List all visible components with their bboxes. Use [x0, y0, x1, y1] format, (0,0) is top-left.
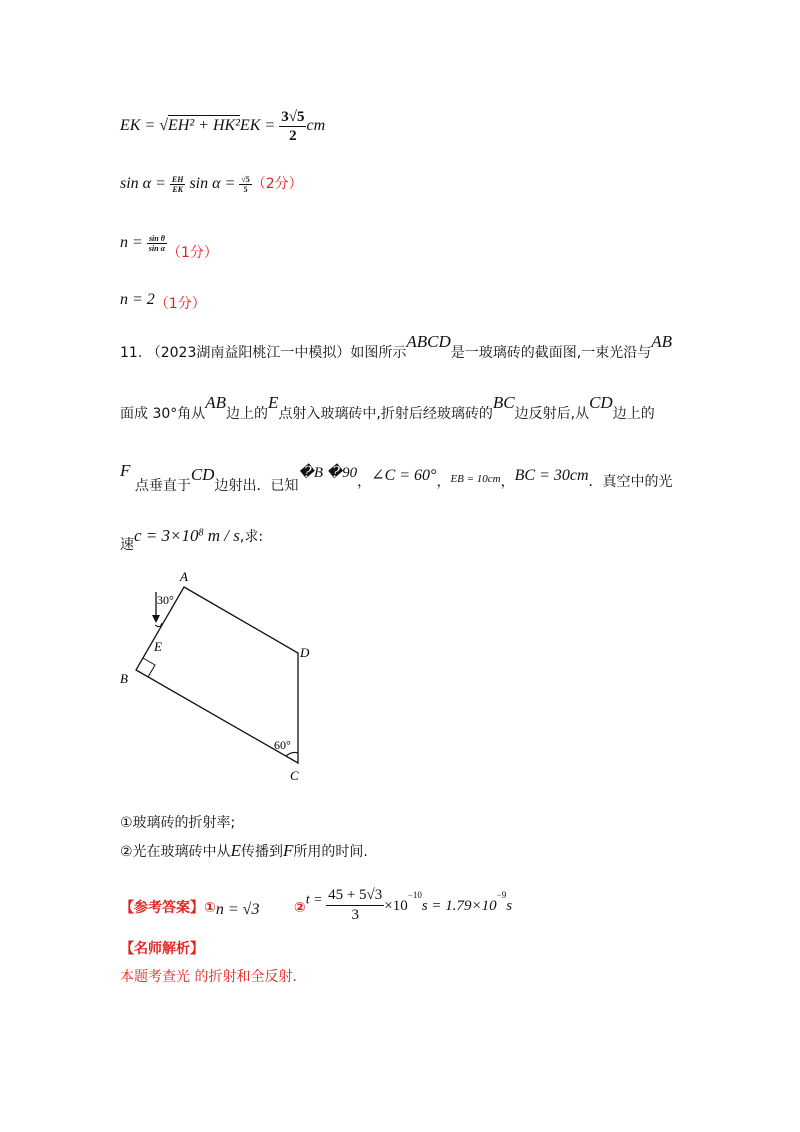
question-text-7: 点垂直于: [134, 478, 191, 494]
answer-t-fraction: [326, 886, 384, 925]
answer-t-tail-1: ×10: [384, 897, 408, 914]
ray-arrowhead: [152, 615, 160, 623]
comma-3: ，: [500, 474, 515, 490]
n-frac-den: sin α: [148, 243, 166, 253]
vertex-label-b: B: [120, 671, 128, 686]
answer-t-tail-3: s: [506, 897, 513, 914]
sin-mid: sin α =: [185, 175, 240, 192]
answer-label: 【参考答案】①: [120, 899, 216, 916]
n-score: （1分）: [167, 245, 218, 261]
question-text-6: 边上的: [612, 406, 655, 422]
sub-question-1: [120, 812, 235, 832]
sin-formula: [120, 173, 303, 194]
trapezoid-figure: [110, 565, 330, 790]
answer-t-exp-1: −10: [407, 889, 422, 900]
sin-frac: [170, 175, 186, 194]
n-left: n =: [120, 234, 147, 251]
question-line-4: [120, 526, 264, 553]
sub-question-2-f: F: [282, 841, 294, 860]
label-abcd: ABCD: [406, 332, 451, 351]
question-number: 11.: [120, 345, 143, 361]
n2-formula: [120, 289, 206, 312]
question-text-5: 边反射后,从: [514, 406, 590, 422]
answer-line: [120, 880, 513, 923]
answer-t-tail-2: s = 1.79×10: [421, 897, 497, 914]
answer-2-mark: ②: [293, 899, 306, 916]
sub-question-1-text: ①玻璃砖的折射率;: [120, 815, 236, 831]
sin-val-den: 5: [243, 184, 248, 194]
question-text-11: ,求:: [239, 529, 264, 545]
sin-val: [239, 175, 251, 194]
ek-formula: EK = √EH² + HK²EK = $\frac{3√5}{2}$ cm: [120, 109, 326, 144]
eb-length: EB = 10cm: [450, 473, 501, 485]
angle-label-30: 30°: [157, 593, 174, 607]
comma-1: ，: [357, 474, 372, 490]
ek-left: EK =: [120, 117, 160, 135]
label-ab-1: AB: [651, 332, 672, 351]
bc-length: BC = 30cm: [514, 467, 589, 484]
vertex-label-a: A: [180, 569, 188, 584]
sub-question-2: [120, 841, 368, 861]
sin-frac-den: EK: [172, 184, 183, 194]
angle-c: ∠C = 60°: [371, 467, 437, 484]
comma-2: ，: [436, 474, 451, 490]
angle-b-90: �B �90: [298, 465, 358, 481]
sin-left: sin α =: [120, 175, 170, 192]
answer-t-eq: t =: [305, 892, 327, 908]
n2-score: （1分）: [154, 296, 206, 312]
sin-frac-num: EH: [171, 174, 184, 184]
answer-1: n = √3: [215, 900, 260, 918]
speed-exp: 8: [198, 527, 204, 539]
analysis-label: 【名师解析】: [120, 941, 204, 957]
question-line-1: [120, 332, 672, 362]
question-text-9: ．真空中的光: [588, 474, 673, 490]
angle-label-60: 60°: [274, 738, 291, 752]
sub-question-2-c: 所用的时间.: [293, 844, 368, 860]
question-text-1: 是一玻璃砖的截面图,一束光沿与: [450, 345, 652, 361]
trapezoid-shape: [136, 587, 298, 763]
sin-val-num: √5: [241, 174, 250, 184]
sin-score: （2分）: [251, 176, 303, 192]
question-text-8: 边射出．已知: [214, 478, 299, 494]
question-line-2: [120, 393, 655, 423]
sub-question-2-b: 传播到: [240, 844, 283, 860]
question-text-3: 边上的: [226, 406, 269, 422]
question-source: （2023湖南益阳桃江一中模拟）如图所示: [146, 345, 407, 361]
ek-num: 3√5: [281, 109, 305, 125]
n-frac: [147, 234, 167, 253]
n-frac-num: sin θ: [147, 234, 167, 244]
label-ab-2: AB: [205, 393, 227, 412]
vertex-label-d: D: [300, 645, 310, 660]
sub-question-2-a: ②光在玻璃砖中从: [120, 844, 231, 860]
speed-c: c = 3×10: [134, 526, 199, 545]
angle-arc-c: [286, 752, 298, 756]
answer-t-den: 3: [351, 907, 359, 923]
ek-mid: EK =: [239, 117, 280, 135]
label-bc-1: BC: [492, 393, 515, 412]
question-text-2: 面成 30°角从: [120, 406, 206, 422]
ek-unit: cm: [306, 117, 326, 135]
question-text-4: 点射入玻璃砖中,折射后经玻璃砖的: [278, 406, 493, 422]
answer-t-exp-2: −9: [496, 889, 507, 900]
label-cd-1: CD: [589, 393, 613, 412]
point-label-e: E: [154, 639, 162, 654]
analysis-text: 本题考查光 的折射和全反射．: [120, 969, 307, 985]
question-line-3: [120, 461, 673, 494]
ek-sqrt: EH² + HK²: [168, 117, 240, 135]
label-cd-2: CD: [190, 465, 215, 484]
answer-t-num: 45 + 5√3: [326, 886, 384, 906]
label-e-1: E: [268, 393, 279, 412]
ek-fraction: [279, 108, 306, 145]
question-text-10: 速: [120, 537, 134, 553]
n2-value: n = 2: [120, 291, 155, 308]
n-formula: [120, 232, 218, 261]
ek-den: 2: [289, 128, 297, 144]
label-f-1: F: [120, 461, 131, 480]
sub-question-2-e: E: [230, 841, 241, 860]
right-angle-mark: [143, 658, 155, 677]
vertex-label-c: C: [290, 768, 299, 783]
speed-unit: m / s: [203, 526, 240, 545]
